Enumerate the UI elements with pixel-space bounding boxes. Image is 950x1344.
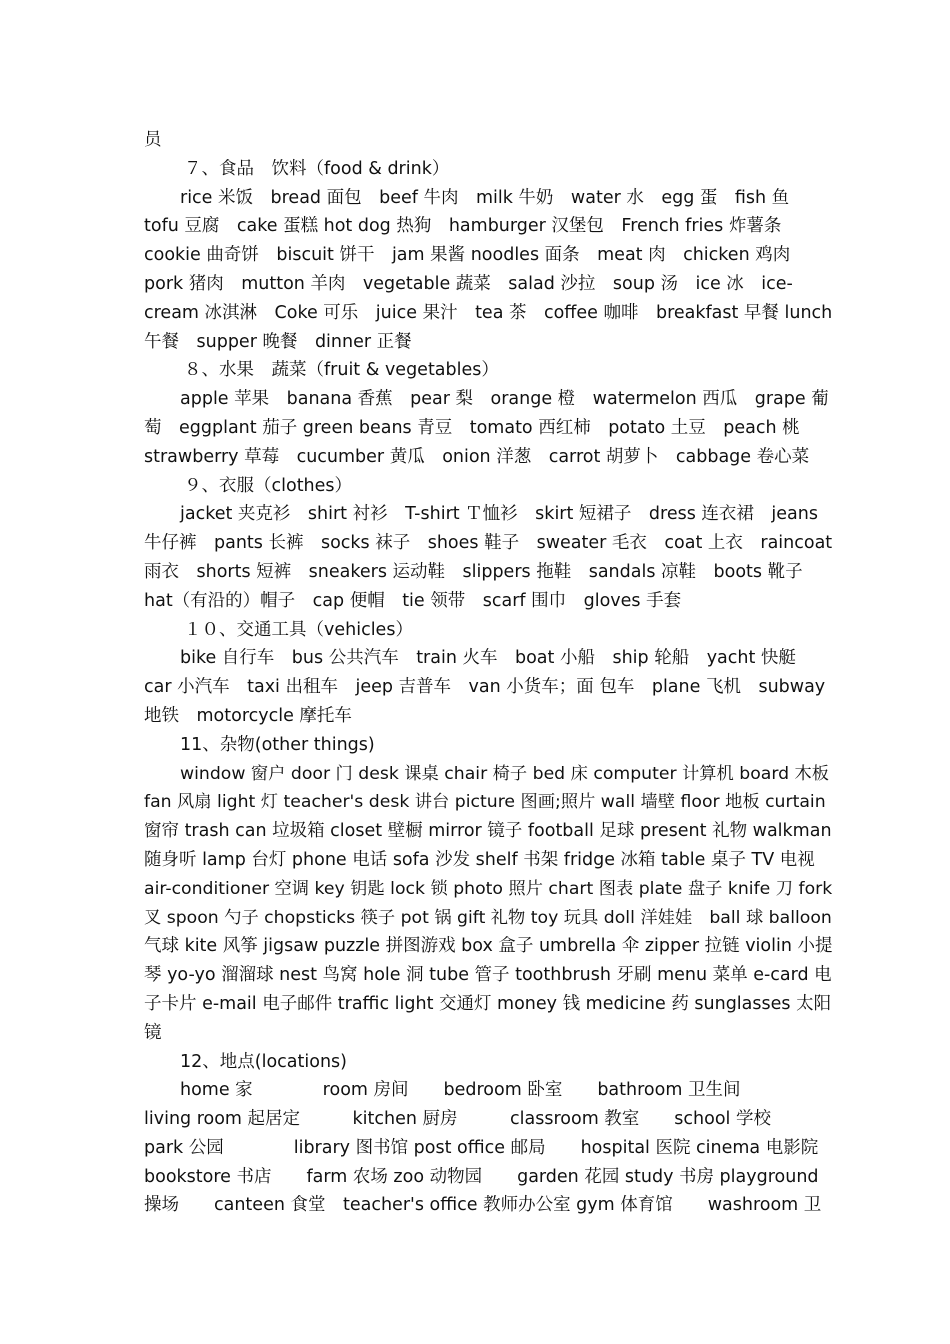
text-line: home 家 room 房间 bedroom 卧室 bathroom 卫生间 [180,1080,741,1101]
text-line: rice 米饭 bread 面包 beef 牛肉 milk 牛奶 water 水 egg 蛋 fish 鱼 [180,187,790,208]
text-line: 午餐 supper 晚餐 dinner 正餐 [144,331,412,352]
section-heading-fruit-vegetables: ８、水果 蔬菜（fruit & vegetables） [184,360,499,381]
text-line: pork 猪肉 mutton 羊肉 vegetable 蔬菜 salad 沙拉 soup 汤 ice 冰 ice- [144,273,793,294]
text-line: car 小汽车 taxi 出租车 jeep 吉普车 van 小货车；面 包车 plane 飞机 subway [144,677,826,698]
section-heading-vehicles: １０、交通工具（vehicles） [184,619,413,640]
text-line: 操场 canteen 食堂 teacher's office 教师办公室 gym 体育馆 washroom 卫 [144,1195,822,1216]
text-line: 叉 spoon 勺子 chopsticks 筷子 pot 锅 gift 礼物 toy 玩具 doll 洋娃娃 ball 球 balloon [144,907,832,928]
text-line: cookie 曲奇饼 biscuit 饼干 jam 果酱 noodles 面条 meat 肉 chicken 鸡肉 [144,245,791,266]
text-line: 萄 eggplant 茄子 green beans 青豆 tomato 西红柿 potato 土豆 peach 桃 [144,417,800,438]
text-line: 琴 yo-yo 溜溜球 nest 鸟窝 hole 洞 tube 管子 toothbrush 牙刷 menu 菜单 e-card 电 [144,965,832,986]
text-line: strawberry 草莓 cucumber 黄瓜 onion 洋葱 carrot 胡萝卜 cabbage 卷心菜 [144,446,810,467]
text-line: 地铁 motorcycle 摩托车 [144,705,352,726]
text-line: 员 [144,130,162,150]
text-line: window 窗户 door 门 desk 课桌 chair 椅子 bed 床 computer 计算机 board 木板 [180,763,830,784]
text-line: cream 冰淇淋 Coke 可乐 juice 果汁 tea 茶 coffee 咖啡 breakfast 早餐 lunch [144,302,833,323]
section-heading-food-drink: ７、食品 饮料（food & drink） [184,158,450,179]
text-line: air-conditioner 空调 key 钥匙 lock 锁 photo 照片 chart 图表 plate 盘子 knife 刀 fork [144,878,833,899]
text-line: 雨衣 shorts 短裤 sneakers 运动鞋 slippers 拖鞋 sandals 凉鞋 boots 靴子 [144,561,803,582]
document-page [144,126,834,1220]
text-line: 子卡片 e-mail 电子邮件 traffic light 交通灯 money 钱 medicine 药 sunglasses 太阳 [144,993,832,1014]
text-line: 窗帘 trash can 垃圾箱 closet 壁橱 mirror 镜子 football 足球 present 礼物 walkman [144,821,832,842]
section-heading-locations: 12、地点(locations) [180,1051,347,1072]
text-line: bike 自行车 bus 公共汽车 train 火车 boat 小船 ship 轮船 yacht 快艇 [180,648,796,669]
text-line: apple 苹果 banana 香蕉 pear 梨 orange 橙 watermelon 西瓜 grape 葡 [180,389,829,410]
text-line: 镜 [144,1022,162,1043]
text-line: 气球 kite 风筝 jigsaw puzzle 拼图游戏 box 盒子 umbrella 伞 zipper 拉链 violin 小提 [144,936,833,957]
text-line: park 公园 library 图书馆 post office 邮局 hospital 医院 cinema 电影院 [144,1137,819,1158]
text-line: tofu 豆腐 cake 蛋糕 hot dog 热狗 hamburger 汉堡包 French fries 炸薯条 [144,216,782,237]
text-line: fan 风扇 light 灯 teacher's desk 讲台 picture 图画;照片 wall 墙壁 floor 地板 curtain [144,792,826,813]
text-line: 随身听 lamp 台灯 phone 电话 sofa 沙发 shelf 书架 fridge 冰箱 table 桌子 TV 电视 [144,849,815,870]
section-heading-other-things: 11、杂物(other things) [180,734,375,755]
text-line: living room 起居定 kitchen 厨房 classroom 教室 school 学校 [144,1109,771,1130]
text-line: hat（有沿的）帽子 cap 便帽 tie 领带 scarf 围巾 gloves 手套 [144,590,682,611]
text-line: 牛仔裤 pants 长裤 socks 袜子 shoes 鞋子 sweater 毛衣 coat 上衣 raincoat [144,533,833,554]
text-line: bookstore 书店 farm 农场 zoo 动物园 garden 花园 study 书房 playground [144,1166,819,1187]
section-heading-clothes: ９、衣服（clothes） [184,475,353,496]
text-line: jacket 夹克衫 shirt 衬衫 T-shirt Ｔ恤衫 skirt 短裙子 dress 连衣裙 jeans [180,504,818,525]
